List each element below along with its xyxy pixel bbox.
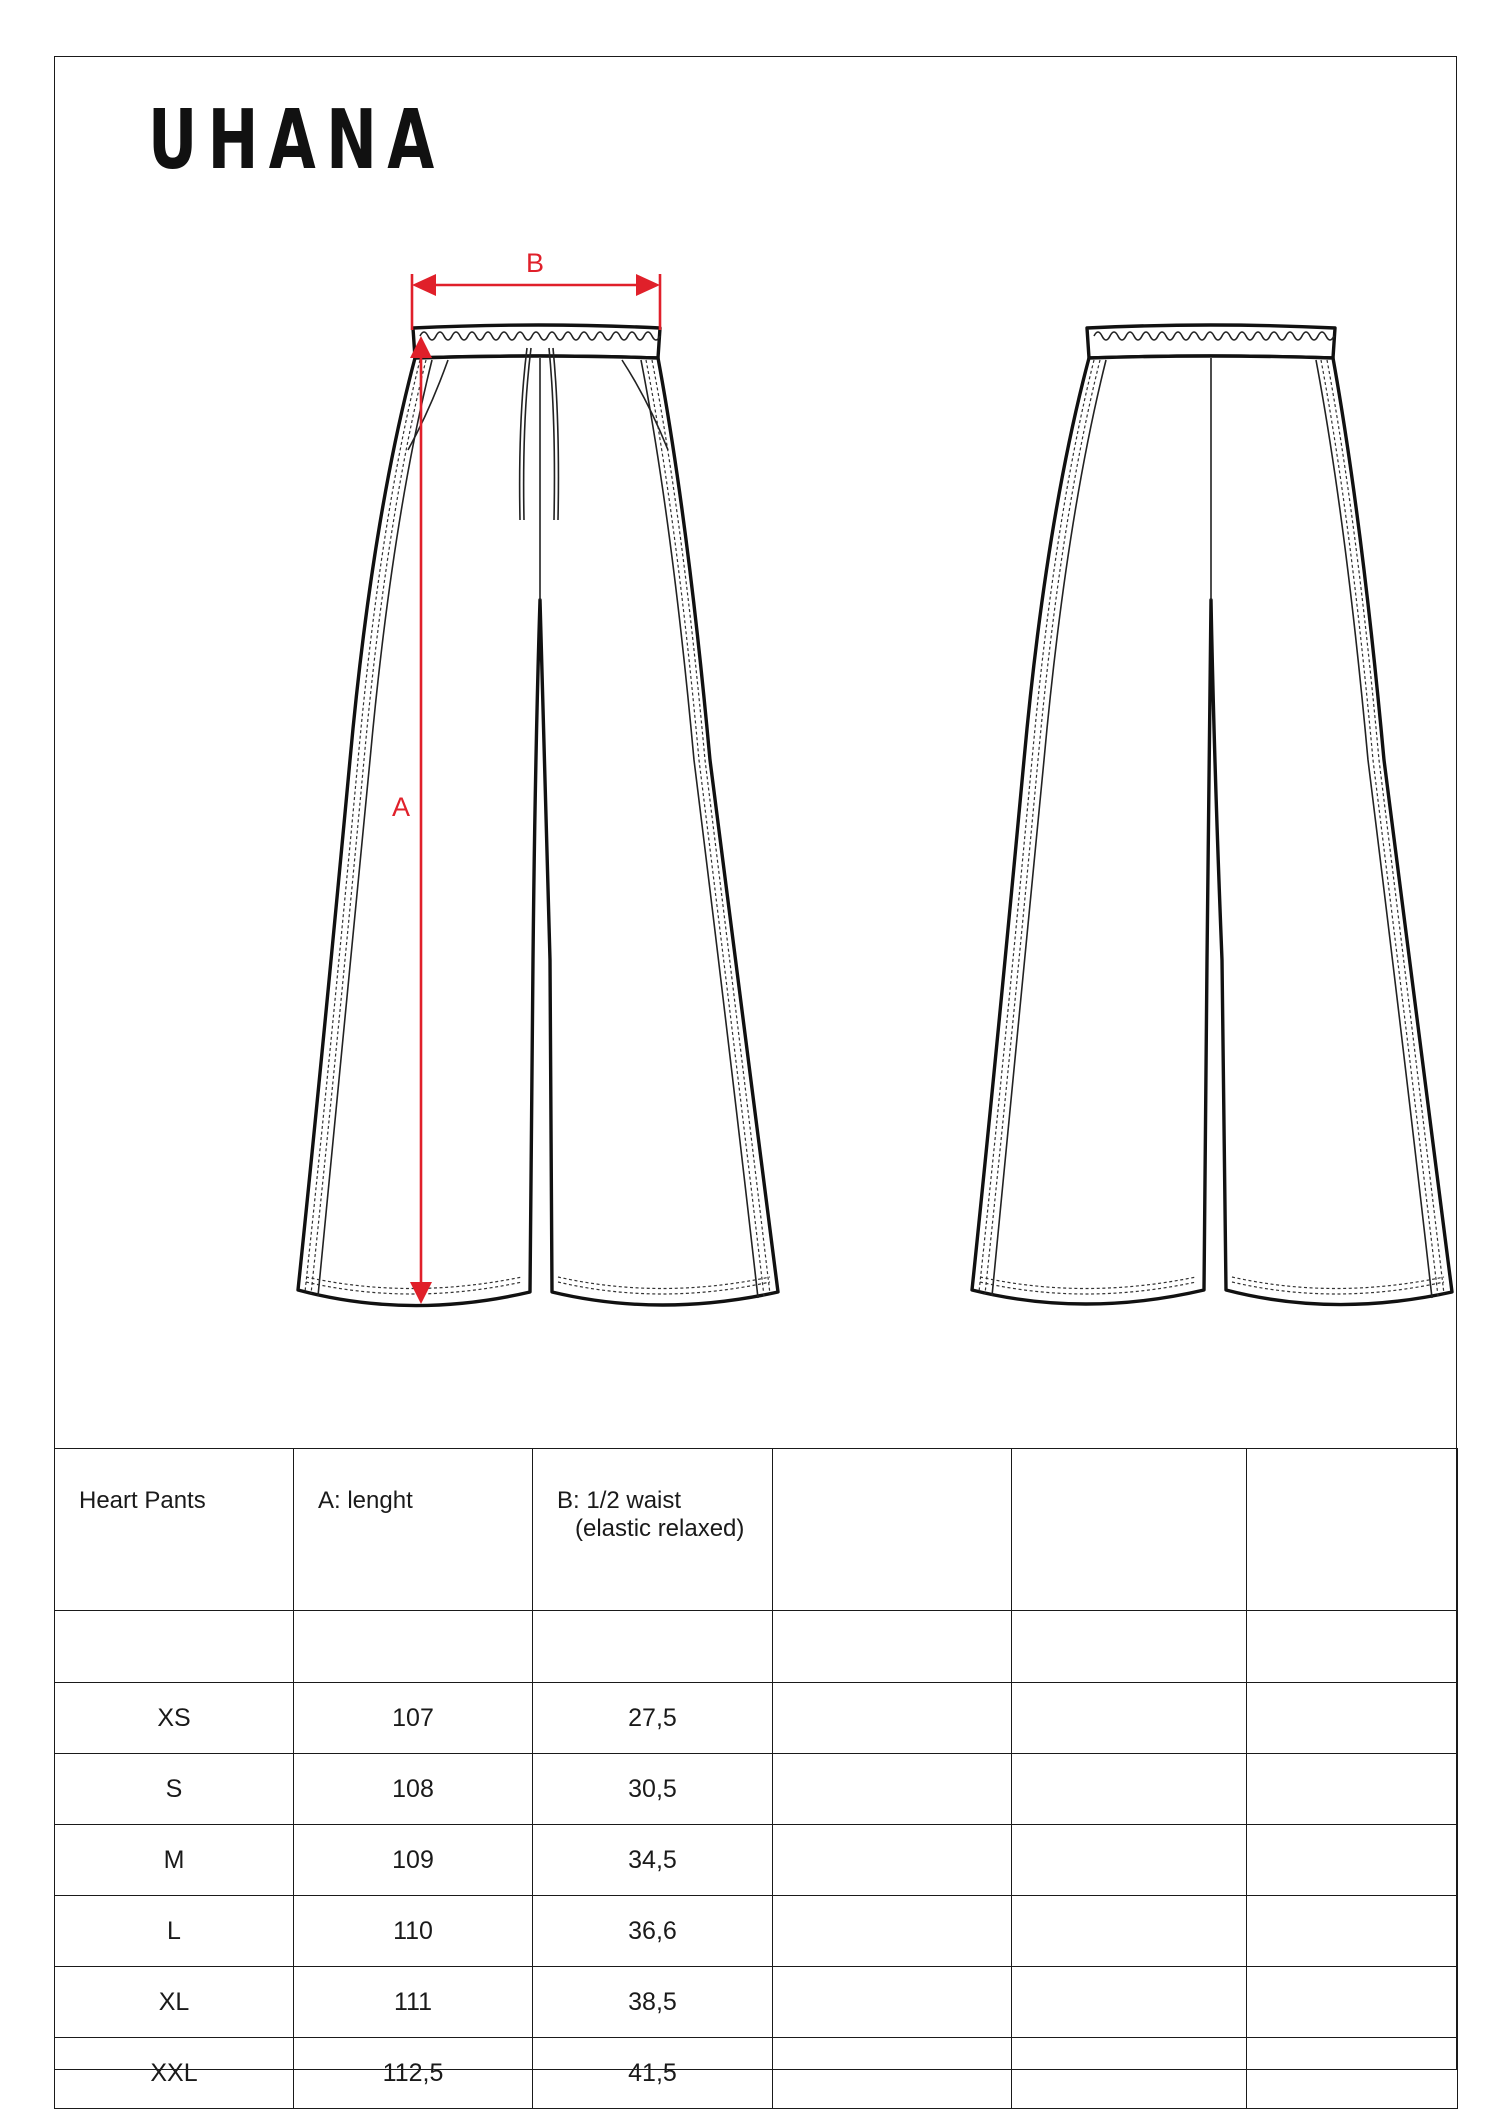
waist-cell: 36,6 <box>533 1896 773 1967</box>
table-cell <box>773 1896 1012 1967</box>
header-empty-4 <box>773 1449 1012 1611</box>
table-cell <box>1012 1896 1247 1967</box>
size-cell: S <box>55 1754 294 1825</box>
table-header-row <box>55 1449 1458 1611</box>
header-waist-line1: B: 1/2 waist <box>557 1487 682 1514</box>
table-cell <box>1247 1967 1458 2038</box>
size-cell: XS <box>55 1683 294 1754</box>
table-cell <box>1012 1611 1247 1683</box>
waist-cell: 41,5 <box>533 2038 773 2109</box>
table-row <box>55 1683 1458 1754</box>
measurement-b <box>412 248 660 330</box>
table-cell <box>773 2038 1012 2109</box>
waist-cell: 27,5 <box>533 1683 773 1754</box>
header-waist-line2: (elastic relaxed) <box>575 1514 745 1542</box>
length-cell: 110 <box>294 1896 533 1967</box>
measurement-b-label: B <box>526 248 545 278</box>
arrow-left-icon <box>412 274 436 296</box>
header-product: Heart Pants <box>55 1449 294 1611</box>
length-cell: 108 <box>294 1754 533 1825</box>
table-cell <box>1012 1825 1247 1896</box>
front-waistband <box>413 325 660 358</box>
length-cell: 109 <box>294 1825 533 1896</box>
table-cell <box>773 1683 1012 1754</box>
back-pants-sketch <box>972 325 1452 1305</box>
table-cell <box>1012 1683 1247 1754</box>
waist-cell: 30,5 <box>533 1754 773 1825</box>
header-empty-6 <box>1247 1449 1458 1611</box>
measurement-a-label: A <box>392 792 411 822</box>
size-cell: XXL <box>55 2038 294 2109</box>
arrow-right-icon <box>636 274 660 296</box>
table-cell <box>773 1611 1012 1683</box>
table-cell <box>773 1754 1012 1825</box>
header-waist <box>533 1449 773 1611</box>
length-cell: 112,5 <box>294 2038 533 2109</box>
table-cell <box>1247 1896 1458 1967</box>
table-cell <box>773 1825 1012 1896</box>
header-empty-5 <box>1012 1449 1247 1611</box>
back-legs-outline <box>972 356 1452 1305</box>
size-chart-table <box>54 1448 1458 2109</box>
table-row <box>55 1896 1458 1967</box>
table-cell <box>1247 1825 1458 1896</box>
table-cell <box>1247 1754 1458 1825</box>
front-legs-outline <box>298 356 778 1306</box>
front-pants-sketch <box>298 325 778 1306</box>
table-cell <box>1012 1967 1247 2038</box>
table-cell <box>55 1611 294 1683</box>
length-cell: 107 <box>294 1683 533 1754</box>
table-row <box>55 1754 1458 1825</box>
table-cell <box>1247 1683 1458 1754</box>
waist-cell: 34,5 <box>533 1825 773 1896</box>
table-cell <box>294 1611 533 1683</box>
brand-logo: UHANA <box>148 93 445 188</box>
table-spacer-row <box>55 1611 1458 1683</box>
table-row <box>55 1825 1458 1896</box>
table-row <box>55 2038 1458 2109</box>
table-cell <box>773 1967 1012 2038</box>
table-cell <box>1012 2038 1247 2109</box>
table-row <box>55 1967 1458 2038</box>
table-cell <box>1012 1754 1247 1825</box>
length-cell: 111 <box>294 1967 533 2038</box>
header-length: A: lenght <box>294 1449 533 1611</box>
size-cell: M <box>55 1825 294 1896</box>
table-cell <box>1247 1611 1458 1683</box>
size-cell: XL <box>55 1967 294 2038</box>
table-cell <box>1247 2038 1458 2109</box>
back-waistband <box>1087 325 1335 358</box>
size-cell: L <box>55 1896 294 1967</box>
waist-cell: 38,5 <box>533 1967 773 2038</box>
table-cell <box>533 1611 773 1683</box>
